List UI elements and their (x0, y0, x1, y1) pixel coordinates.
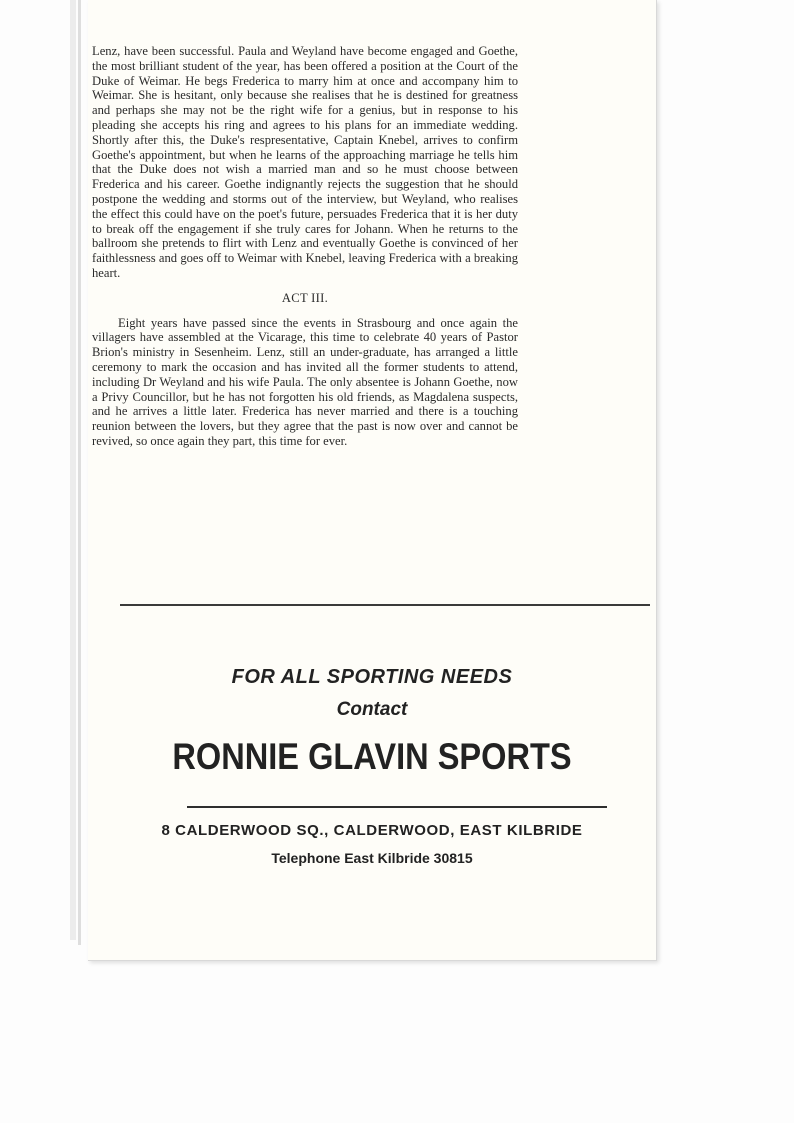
ad-divider (187, 806, 607, 808)
ad-tagline: FOR ALL SPORTING NEEDS (231, 666, 513, 688)
page-edge-shadow (70, 0, 76, 940)
section-divider (120, 604, 650, 606)
act-heading: ACT III. (281, 290, 329, 305)
sports-advertisement (88, 610, 656, 960)
ad-telephone: Telephone East Kilbride 30815 (271, 850, 473, 866)
synopsis-paragraph-act2: Lenz, have been successful. Paula and Weyland have become engaged and Goethe, the most brilliant student of the year, has been offered a position at the Court of the Duke of Weimar. He begs Frederica to marry him at once and accompany him to Weimar. She is hesitant, only because she realises that he is destined for greatness and perhaps she may not be the right wife for a genius, but in response to his pleading she accepts his ring and agrees to his plans for an immediate wedding. Shortly after this, the Duke's respresentative, Captain Knebel, arrives to confirm Goethe's appointment, but when he learns of the approaching marriage he tells him that the Duke does not wish a married man and so he must choose between Frederica and his career. Goethe indignantly rejects the suggestion that he should postpone the wedding and storms out of the interview, but Weyland, who realises the effect this could have on the poet's future, persuades Frederica that it is her duty to break off the engagement if she truly cares for Johann. When he returns to the ballroom she pretends to flirt with Lenz and eventually Goethe is convinced of her faithlessness and goes off to Weimar with Knebel, leaving Frederica with a breaking heart. (92, 44, 518, 280)
synopsis-paragraph-act3: Eight years have passed since the events in Strasbourg and once again the villagers have assembled at the Vicarage, this time to celebrate 40 years of Pastor Brion's ministry in Sesenheim. Lenz, still an under-graduate, has arranged a little ceremony to mark the occasion and has invited all the former students to attend, including Dr Weyland and his wife Paula. The only absentee is Johann Goethe, now a Privy Councillor, but he has not forgotten his old friends, as Magdalena suspects, and he arrives a little later. Frederica has never married and there is a touching reunion between the lovers, but they agree that the past is now over and cannot be revived, so once again they part, this time for ever. (92, 315, 518, 448)
ad-contact-label: Contact (336, 699, 408, 720)
ad-business-name: RONNIE GLAVIN SPORTS (172, 736, 572, 777)
synopsis-text (92, 44, 518, 449)
ad-address: 8 CALDERWOOD SQ., CALDERWOOD, EAST KILBRIDE (161, 822, 583, 839)
page-edge-shadow-inner (78, 0, 81, 945)
